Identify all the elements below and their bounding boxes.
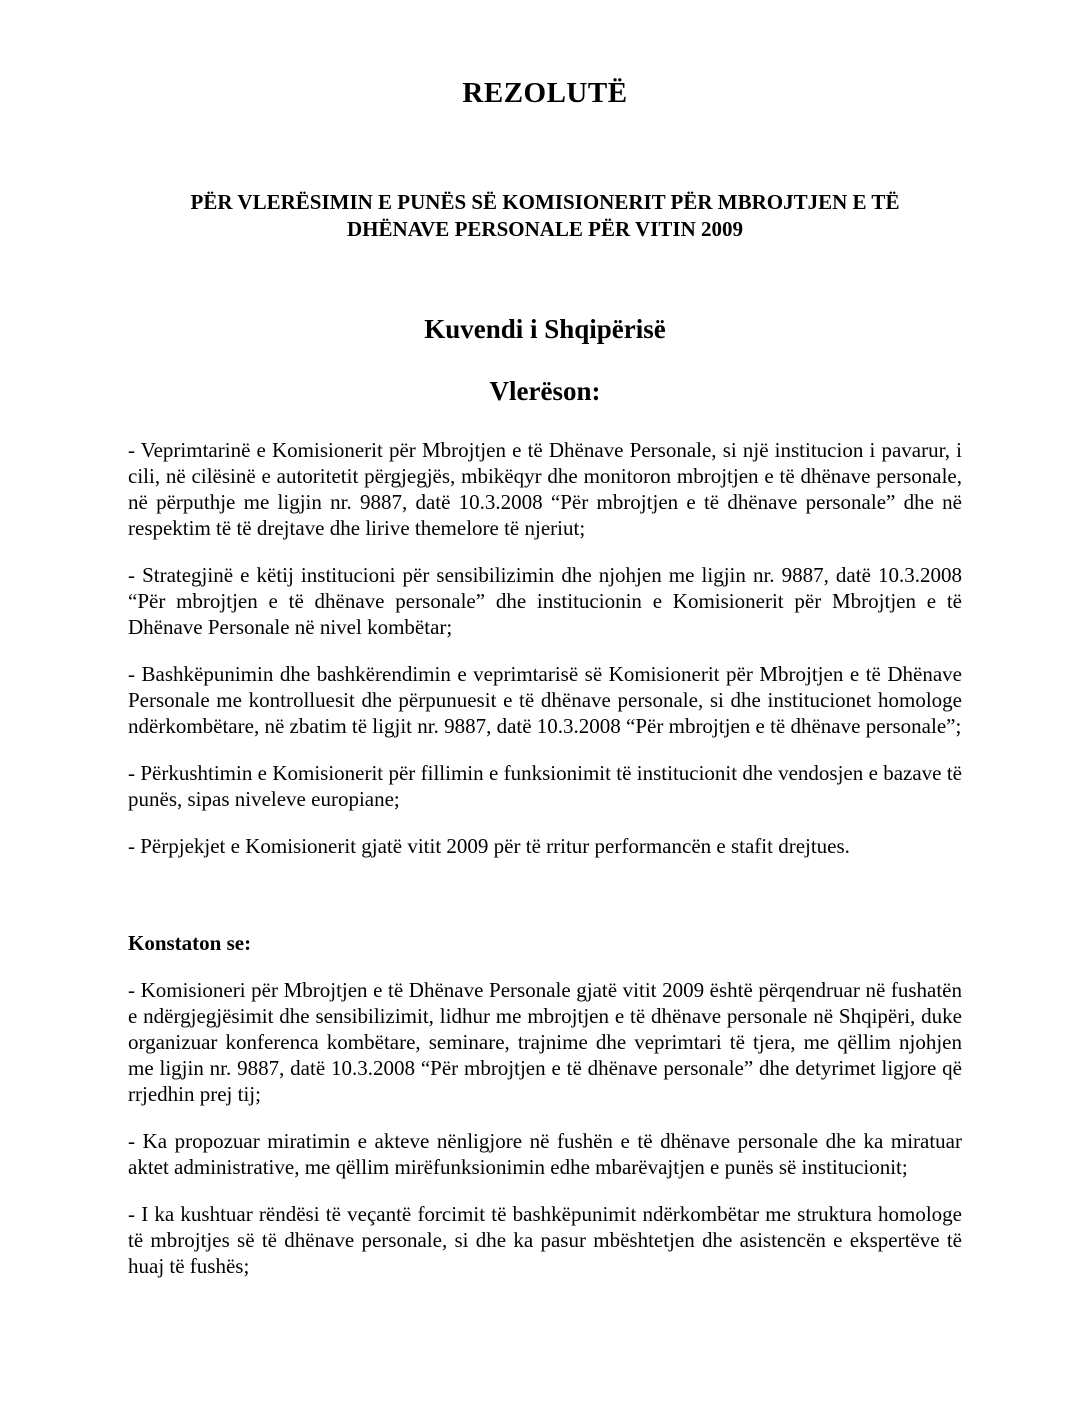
vlereson-paragraph-1: - Veprimtarinë e Komisionerit për Mbrojtjen e të Dhënave Personale, si një institucion i pavarur, i cili, në cilësinë e autoritetit përgjegjës, mbikëqyr dhe monitoron mbrojtjen e të dhënave personale, në përputhje me ligjin nr. 9887, datë 10.3.2008 “Për mbrojtjen e të dhënave personale” dhe në respektim të të drejtave dhe lirive themelore të njeriut; [128,438,962,540]
assembly-name-heading: Kuvendi i Shqipërisë [424,314,666,344]
vlereson-paragraph-2: - Strategjinë e këtij institucioni për sensibilizimin dhe njohjen me ligjin nr. 9887, datë 10.3.2008 “Për mbrojtjen e të dhënave personale” dhe institucionin e Komisionerit për Mbrojtjen e të Dhënave Personale në nivel kombëtar; [128,563,962,639]
vlereson-paragraph-5: - Përpjekjet e Komisionerit gjatë vitit 2009 për të rritur performancën e stafit drejtues. [128,834,850,858]
vlereson-paragraph-4: - Përkushtimin e Komisionerit për fillimin e funksionimit të institucionit dhe vendosjen e bazave të punës, sipas niveleve europiane; [128,761,962,811]
vlereson-paragraph-3: - Bashkëpunimin dhe bashkërendimin e veprimtarisë së Komisionerit për Mbrojtjen e të Dhënave Personale me kontrolluesit dhe përpunuesit e të dhënave personale, si dhe institucionet homologe ndërkombëtare, në zbatim të ligjit nr. 9887, datë 10.3.2008 “Për mbrojtjen e të dhënave personale”; [128,662,962,738]
konstaton-paragraph-2: - Ka propozuar miratimin e akteve nënligjore në fushën e të dhënave personale dhe ka miratuar aktet administrative, me qëllim mirëfunksionimin edhe mbarëvajtjen e punës së institucionit; [128,1129,962,1179]
konstaton-paragraph-3: - I ka kushtuar rëndësi të veçantë forcimit të bashkëpunimit ndërkombëtar me struktura homologe të mbrojtjes së të dhënave personale, si dhe ka pasur mbështetjen dhe asistencën e ekspertëve të huaj të fushës; [128,1202,962,1278]
konstaton-paragraph-1: - Komisioneri për Mbrojtjen e të Dhënave Personale gjatë vitit 2009 është përqendruar në fushatën e ndërgjegjësimit dhe sensibilizimit, lidhur me mbrojtjen e të dhënave personale në Shqipëri, duke organizuar konferenca kombëtare, seminare, trajnime dhe veprimtari të tjera, me qëllim njohjen me ligjin nr. 9887, datë 10.3.2008 “Për mbrojtjen e të dhënave personale” dhe detyrimet ligjore që rrjedhin prej tij; [128,978,962,1106]
konstaton-section [128,977,962,1279]
resolution-title: REZOLUTË [462,77,628,109]
vlereson-section-heading: Vlerëson: [489,376,601,406]
vlereson-section [128,437,962,859]
konstaton-section-heading: Konstaton se: [128,931,252,955]
resolution-subtitle: PËR VLERËSIMIN E PUNËS SË KOMISIONERIT PËR MBROJTJEN E TË DHËNAVE PERSONALE PËR VITIN 2009 [190,190,900,241]
